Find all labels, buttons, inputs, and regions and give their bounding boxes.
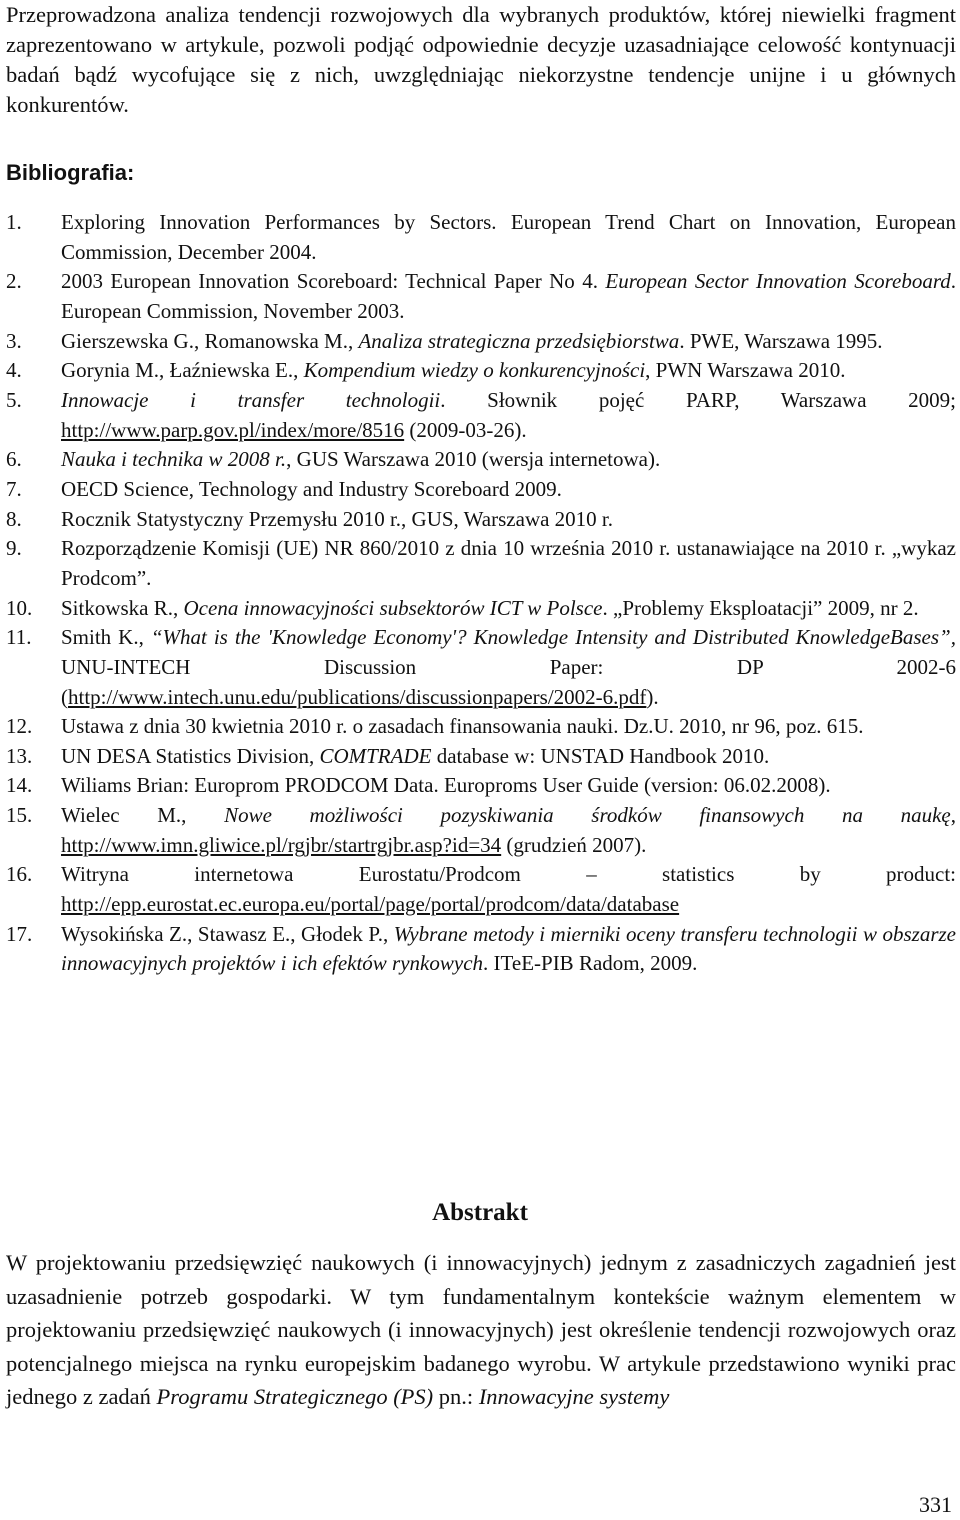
reference-link[interactable]: http://epp.eurostat.ec.europa.eu/portal/page/portal/prodcom/data/database <box>61 892 680 917</box>
reference-text: ). <box>646 684 659 709</box>
reference-number: 14. <box>6 773 33 798</box>
reference-number: 6. <box>6 447 22 472</box>
reference-text: , PWN Warszawa 2010. <box>645 358 846 383</box>
reference-text: Rocznik Statystyczny Przemysłu 2010 r., GUS, Warszawa 2010 r. <box>61 506 614 531</box>
reference-text: OECD Science, Technology and Industry Scoreboard 2009. <box>61 476 562 501</box>
reference-text: , GUS Warszawa 2010 (wersja internetowa). <box>286 447 661 472</box>
reference-text: Gorynia M., Łaźniewska E., <box>61 358 304 383</box>
reference-number: 1. <box>6 210 22 234</box>
reference-text: . PWE, Warszawa 1995. <box>679 328 883 353</box>
reference-text: Rozporządzenie Komisji (UE) NR 860/2010 z dnia 10 września 2010 r. ustanawiające na 2010 r. „wykaz Prodcom”. <box>61 536 956 590</box>
reference-item <box>6 860 956 919</box>
reference-text: 2003 European Innovation Scoreboard: Technical Paper No 4. <box>61 269 606 294</box>
reference-item <box>6 445 956 475</box>
reference-number: 4. <box>6 358 22 383</box>
reference-text: Sitkowska R., <box>61 595 184 620</box>
intro-paragraph: Przeprowadzona analiza tendencji rozwojowych dla wybranych produktów, której niewielki fragment zaprezentowano w artykule, pozwoli podjąć odpowiednie decyzje uzasadniające celowość kontynuacji badań bądź wycofujące się z nich, uwzględniając niekorzystne tendencje unijne i u głównych konkurentów. <box>6 2 956 117</box>
abstract-italic-program: Programu Strategicznego (PS) <box>156 1384 434 1410</box>
reference-text: (grudzień 2007). <box>501 832 647 857</box>
reference-text: “What is the 'Knowledge Economy'? Knowledge Intensity and Distributed KnowledgeBases”, <box>150 625 956 650</box>
reference-text: Gierszewska G., Romanowska M., <box>61 328 359 353</box>
reference-text: Kompendium wiedzy o konkurencyjności <box>303 358 646 383</box>
reference-text: . Słownik pojęć PARP, Warszawa 2009; <box>440 387 957 412</box>
reference-text: database w: UNSTAD Handbook 2010. <box>431 743 770 768</box>
reference-list <box>6 208 956 979</box>
abstract-italic-systems: Innowacyjne systemy <box>478 1384 670 1410</box>
reference-item <box>6 505 956 535</box>
reference-number: 16. <box>6 862 33 887</box>
abstract-text-start: W projektowaniu przedsięwzięć naukowych (i innowacyjnych) jednym z zasadniczych zagadnień jest uzasadnienie potrzeb gospodarki. W tym fundamentalnym kontekście ważnym elementem w projektowaniu przedsięwzięć naukowych (i innowacyjnych) jest określenie tendencji rozwojowych oraz potencjalnego miejsca na rynku europejskim badanego wyrobu. W artykule przedstawiono wyniki prac jednego z zadań <box>6 1250 956 1410</box>
reference-text: Wybrane metody i mierniki oceny transferu technologii w obszarze innowacyjnych projektów i ich efektów rynkowych <box>61 921 956 976</box>
reference-item <box>6 327 956 357</box>
reference-text: Nowe możliwości pozyskiwania środków finansowych na naukę <box>224 803 951 828</box>
reference-item <box>6 712 956 742</box>
reference-number: 13. <box>6 743 33 768</box>
reference-number: 3. <box>6 328 22 353</box>
reference-item <box>6 623 956 712</box>
reference-text: Exploring Innovation Performances by Sectors. European Trend Chart on Innovation, European Commission, December 2004. <box>61 210 956 264</box>
abstract-heading: Abstrakt <box>432 1199 528 1226</box>
reference-text: Analiza strategiczna przedsiębiorstwa <box>358 328 680 353</box>
reference-number: 5. <box>6 387 22 412</box>
reference-text: . ITeE-PIB Radom, 2009. <box>483 951 698 976</box>
bibliography-heading: Bibliografia: <box>6 160 135 185</box>
reference-item <box>6 771 956 801</box>
reference-item <box>6 920 956 979</box>
reference-number: 15. <box>6 803 33 828</box>
reference-text: . „Problemy Eksploatacji” 2009, nr 2. <box>602 595 919 620</box>
reference-number: 10. <box>6 595 33 620</box>
reference-number: 9. <box>6 536 22 561</box>
reference-number: 17. <box>6 921 33 946</box>
reference-link[interactable]: http://www.parp.gov.pl/index/more/8516 <box>61 417 405 442</box>
reference-text: (2009-03-26). <box>404 417 527 442</box>
reference-item <box>6 475 956 505</box>
abstract-paragraph <box>6 1246 956 1414</box>
reference-item <box>6 534 956 593</box>
reference-text: Wiliams Brian: Europrom PRODCOM Data. Europroms User Guide (version: 06.02.2008). <box>61 773 831 798</box>
reference-text: , <box>950 803 956 828</box>
reference-text: Smith K., <box>61 625 151 650</box>
reference-text: European Sector Innovation Scoreboard <box>605 269 951 294</box>
reference-number: 11. <box>6 625 32 650</box>
reference-text: Wysokińska Z., Stawasz E., Głodek P., <box>61 921 394 946</box>
reference-text: . European Commission, November 2003. <box>61 269 956 323</box>
reference-number: 7. <box>6 476 22 501</box>
reference-text: Wielec M., <box>61 803 225 828</box>
reference-item <box>6 356 956 386</box>
reference-item <box>6 801 956 860</box>
reference-link[interactable]: http://www.intech.unu.edu/publications/discussionpapers/2002-6.pdf <box>68 684 647 709</box>
reference-text: UNU-INTECH Discussion Paper: DP 2002-6 ( <box>61 654 956 709</box>
page-number: 331 <box>919 1492 952 1517</box>
reference-item <box>6 742 956 772</box>
reference-text: COMTRADE <box>319 743 432 768</box>
reference-number: 8. <box>6 506 22 531</box>
abstract-text-mid: pn.: <box>433 1384 479 1410</box>
reference-text: Nauka i technika w 2008 r. <box>61 447 287 472</box>
reference-item <box>6 594 956 624</box>
reference-text: Innowacje i transfer technologii <box>61 387 441 412</box>
reference-number: 2. <box>6 269 22 294</box>
reference-item <box>6 386 956 445</box>
reference-text: Witryna internetowa Eurostatu/Prodcom – statistics by product: <box>61 862 956 887</box>
reference-number: 12. <box>6 714 33 739</box>
reference-text: Ustawa z dnia 30 kwietnia 2010 r. o zasadach finansowania nauki. Dz.U. 2010, nr 96, poz. 615. <box>61 714 864 739</box>
reference-link[interactable]: http://www.imn.gliwice.pl/rgjbr/startrgjbr.asp?id=34 <box>61 832 502 857</box>
reference-item <box>6 267 956 326</box>
reference-item <box>6 208 956 267</box>
reference-text: UN DESA Statistics Division, <box>61 743 320 768</box>
reference-text: Ocena innowacyjności subsektorów ICT w Polsce <box>183 595 603 620</box>
